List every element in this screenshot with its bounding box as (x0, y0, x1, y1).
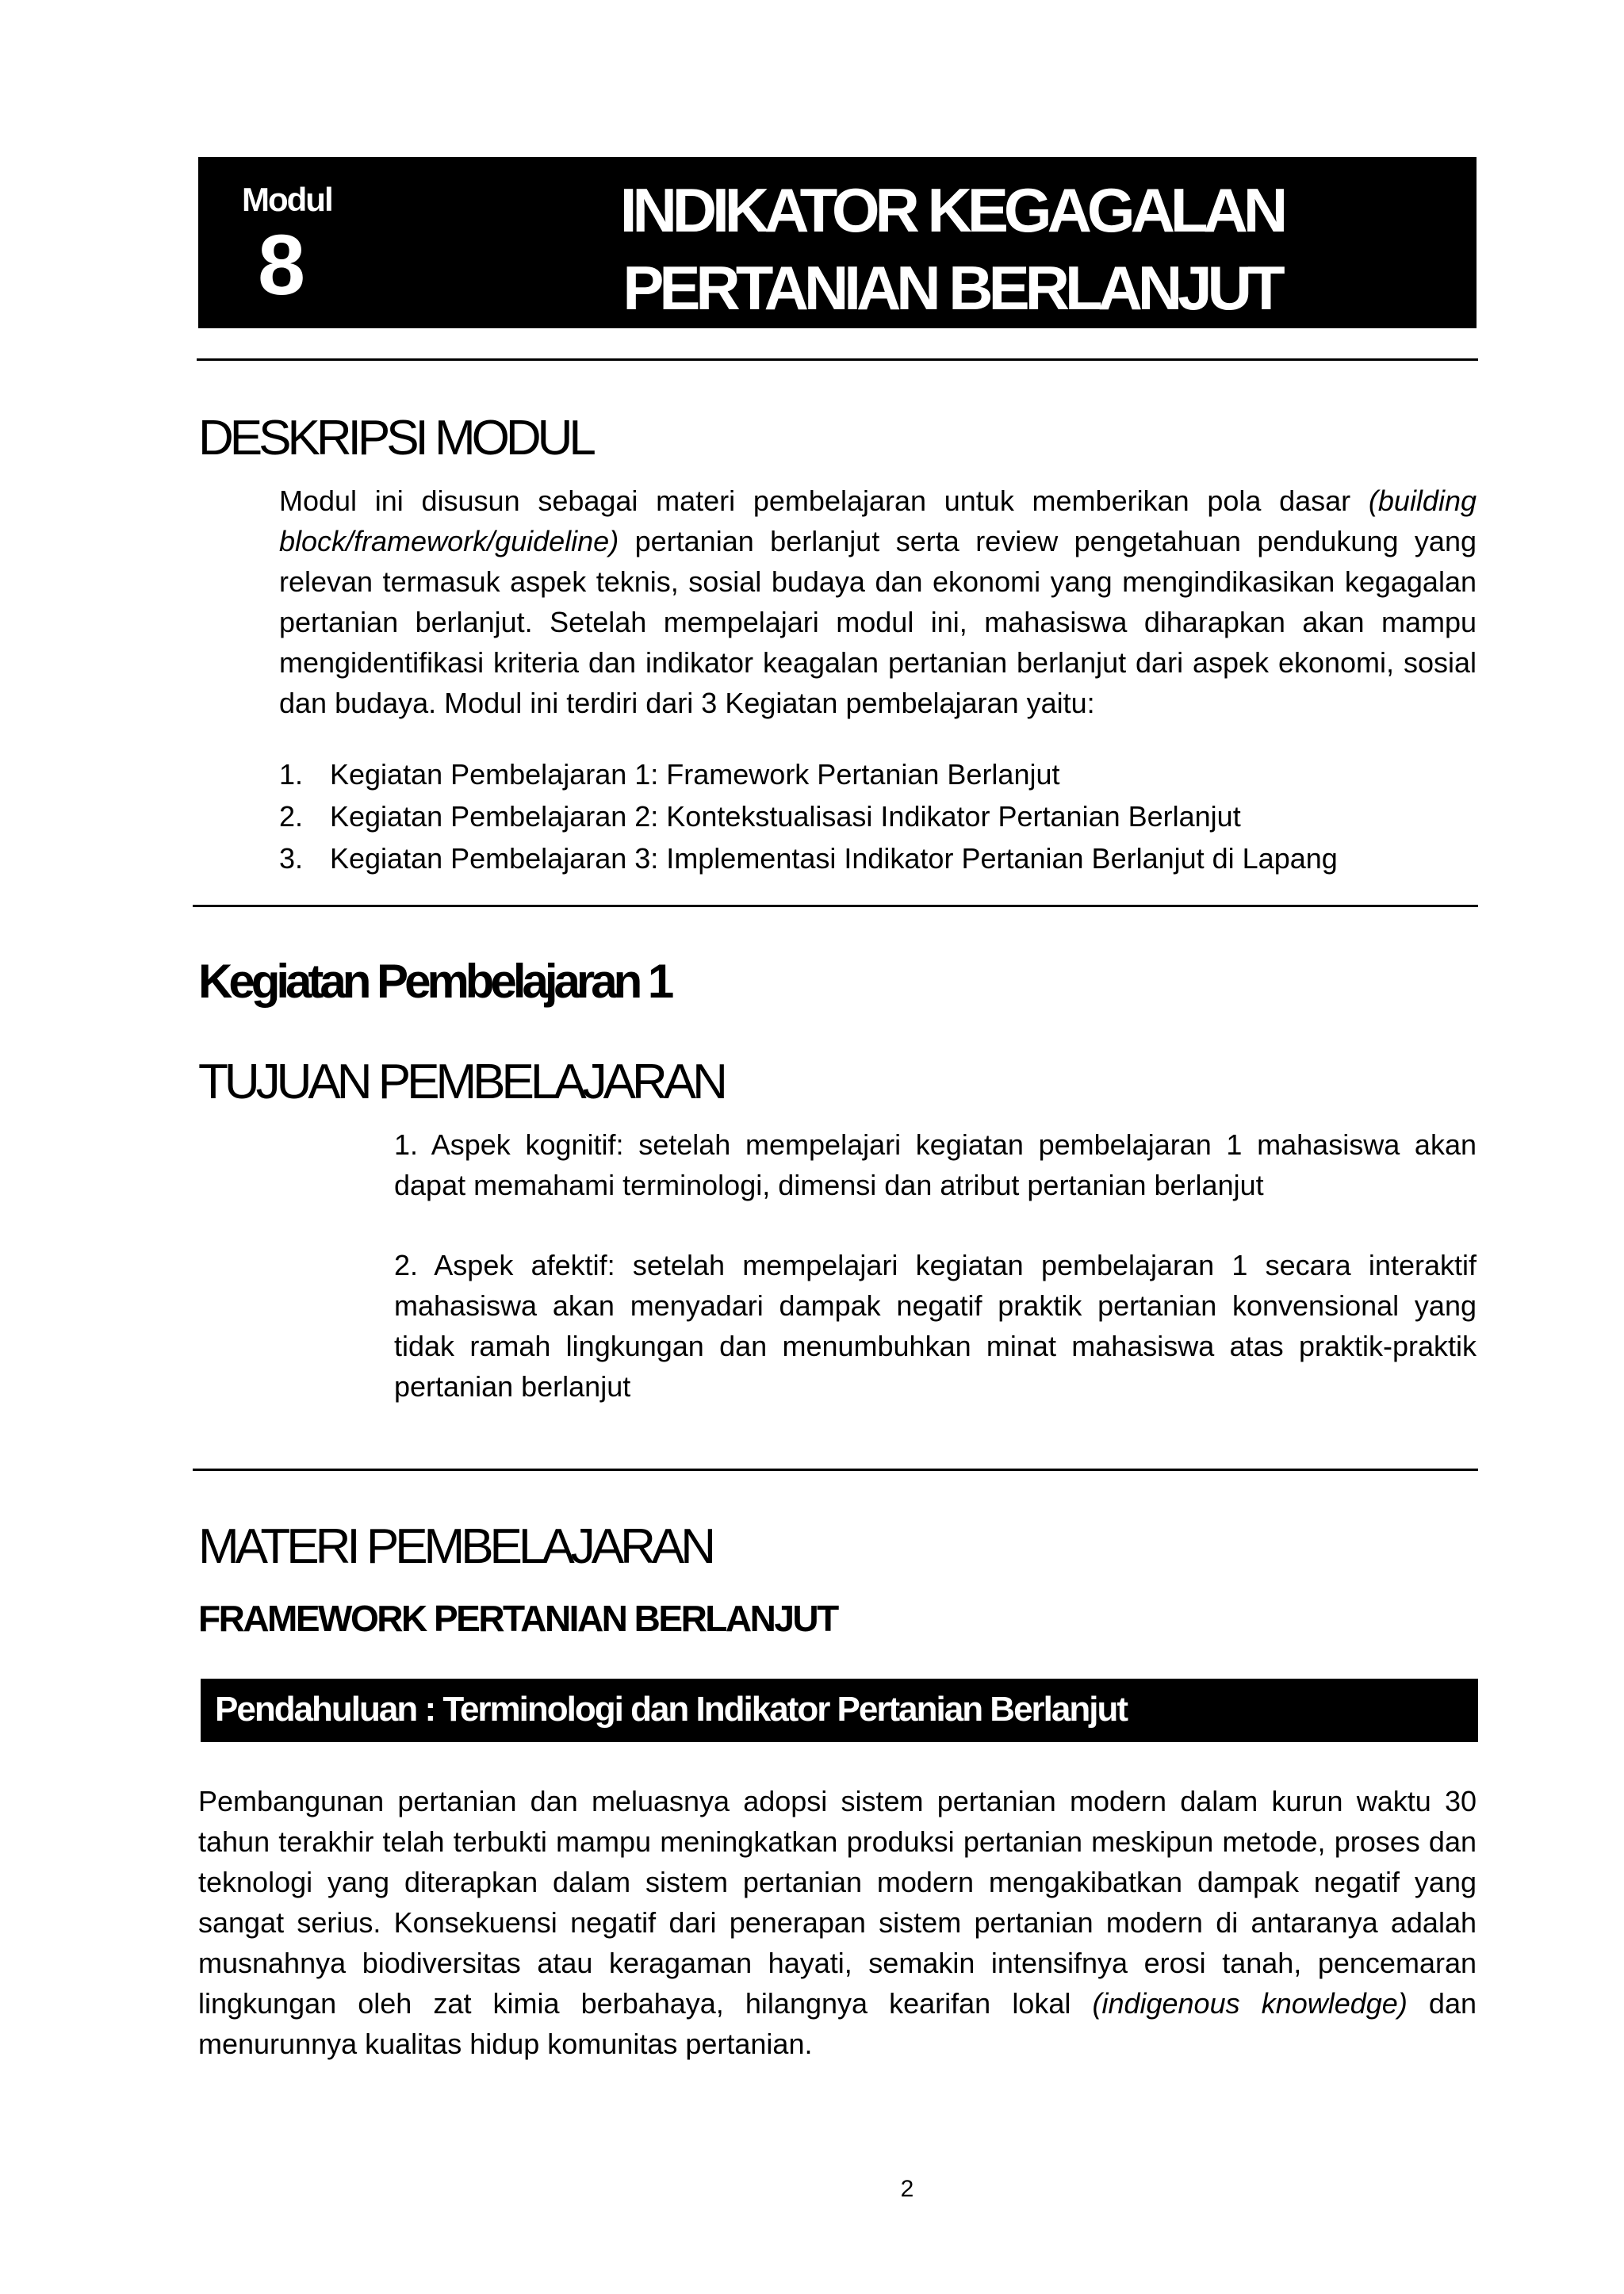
section-title-bar-text: Pendahuluan : Terminologi dan Indikator Pertanian Berlanjut (215, 1690, 1127, 1729)
list-item-number: 2. (279, 800, 304, 833)
section-title-bar (201, 1679, 1478, 1742)
kegiatan-list (279, 753, 1338, 879)
tujuan-item-2: 2. Aspek afektif: setelah mempelajari kegiatan pembelajaran 1 secara interaktif mahasiswa akan menyadari dampak negatif praktik pertanian konvensional yang tidak ramah lingkungan dan menumbuhkan minat mahasiswa atas praktik-praktik pertanian berlanjut (394, 1249, 1477, 1403)
tujuan-heading: TUJUAN PEMBELAJARAN (198, 1055, 724, 1109)
kegiatan-heading: Kegiatan Pembelajaran 1 (198, 955, 671, 1008)
materi-paragraph (198, 1781, 1477, 2064)
list-item (279, 795, 1338, 837)
list-item-number: 3. (279, 842, 304, 875)
materi-text-italic: (indigenous knowledge) (1092, 1987, 1408, 2020)
materi-text-1: Pembangunan pertanian dan meluasnya adopsi sistem pertanian modern dalam kurun waktu 30 tahun terakhir telah terbukti mampu meningkatkan produksi pertanian meskipun metode, proses dan teknologi yang diterapkan dalam sistem pertanian modern mengakibatkan dampak negatif yang sangat serius. Konsekuensi negatif dari penerapan sistem pertanian modern di antaranya adalah musnahnya biodiversitas atau keragaman hayati, semakin intensifnya erosi tanah, pencemaran lingkungan oleh zat kimia berbahaya, hilangnya kearifan lokal (198, 1785, 1477, 2020)
module-title-line-2: PERTANIAN BERLANJUT (622, 253, 1281, 323)
list-item-text: Kegiatan Pembelajaran 1: Framework Pertanian Berlanjut (330, 758, 1060, 791)
deskripsi-text-1: Modul ini disusun sebagai materi pembelajaran untuk memberikan pola dasar (279, 484, 1369, 517)
section-divider (197, 358, 1478, 361)
module-header-banner (198, 157, 1477, 328)
list-item (279, 753, 1338, 795)
deskripsi-text-italic: (building block/framework/guideline) (279, 484, 1477, 557)
page-number: 2 (900, 2176, 914, 2202)
modul-number: 8 (258, 216, 306, 312)
materi-text-2: dan menurunnya kualitas hidup komunitas pertanian. (198, 1987, 1477, 2060)
list-item-text: Kegiatan Pembelajaran 3: Implementasi Indikator Pertanian Berlanjut di Lapang (330, 842, 1338, 875)
module-title (500, 171, 1404, 327)
section-divider (193, 1469, 1478, 1471)
list-item (279, 837, 1338, 879)
deskripsi-heading: DESKRIPSI MODUL (198, 411, 592, 465)
list-item-text: Kegiatan Pembelajaran 2: Kontekstualisasi Indikator Pertanian Berlanjut (330, 800, 1241, 833)
tujuan-item-1: 1. Aspek kognitif: setelah mempelajari kegiatan pembelajaran 1 mahasiswa akan dapat memahami terminologi, dimensi dan atribut pertanian berlanjut (394, 1128, 1477, 1201)
module-title-line-1: INDIKATOR KEGAGALAN (619, 175, 1284, 245)
list-item-number: 1. (279, 758, 304, 791)
deskripsi-text-2: pertanian berlanjut serta review pengetahuan pendukung yang relevan termasuk aspek teknis, sosial budaya dan ekonomi yang mengindikasikan kegagalan pertanian berlanjut. Setelah mempelajari modul ini, mahasiswa diharapkan akan mampu mengidentifikasi kriteria dan indikator keagalan pertanian berlanjut dari aspek ekonomi, sosial dan budaya. Modul ini terdiri dari 3 Kegiatan pembelajaran yaitu: (279, 525, 1477, 719)
materi-subheading: FRAMEWORK PERTANIAN BERLANJUT (198, 1598, 837, 1639)
materi-heading: MATERI PEMBELAJARAN (198, 1519, 713, 1574)
deskripsi-paragraph (279, 481, 1477, 723)
modul-label: Modul (242, 181, 332, 218)
section-divider (193, 905, 1478, 907)
